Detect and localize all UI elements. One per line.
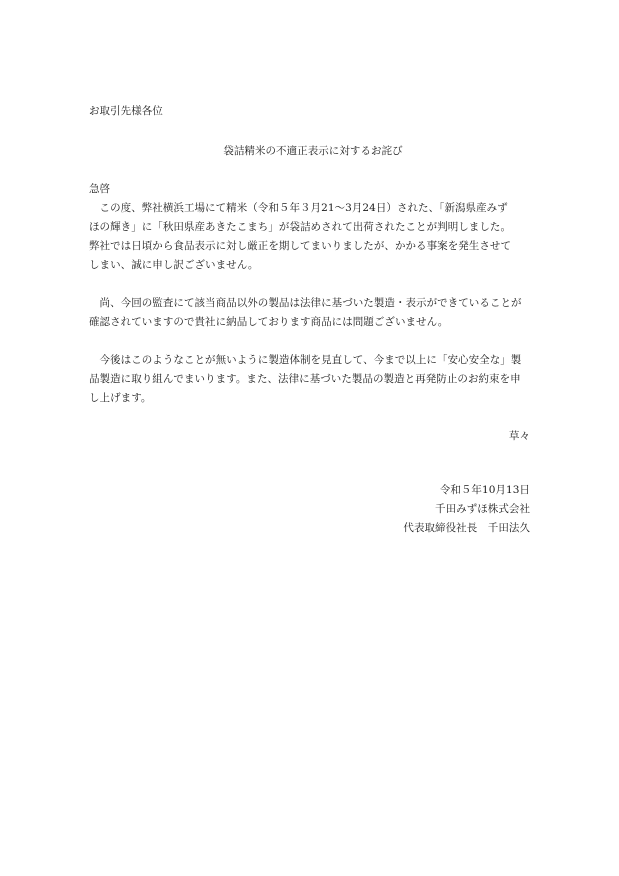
paragraph-line: 確認されていますので貴社に納品しております商品には問題ございません。 xyxy=(89,316,449,328)
paragraph-line: 弊社では日頃から食品表示に対し厳正を期してまいりましたが、かかる事案を発生させて xyxy=(89,240,511,252)
addressee: お取引先様各位 xyxy=(89,105,163,117)
opening-salutation: 急啓 xyxy=(89,183,111,195)
paragraph-line: ほの輝き」に「秋田県産あきたこまち」が袋詰めされて出荷されたことが判明しました。 xyxy=(89,221,511,233)
paragraph-line: 品製造に取り組んでまいります。また、法律に基づいた製品の製造と再発防止のお約束を申 xyxy=(89,373,521,385)
company-name: 千田みずほ株式会社 xyxy=(435,503,530,515)
closing-salutation: 草々 xyxy=(508,430,530,442)
paragraph-line: し上げます。 xyxy=(89,392,152,404)
paragraph-line: しまい、誠に申し訳ございません。 xyxy=(89,259,259,271)
paragraph-line: 尚、今回の監査にて該当商品以外の製品は法律に基づいた製造・表示ができていることが xyxy=(89,297,522,309)
letter-date: 令和５年10月13日 xyxy=(439,484,530,496)
letter-title: 袋詰精米の不適正表示に対するお詫び xyxy=(223,145,403,157)
paragraph-line: この度、弊社横浜工場にて精米（令和５年３月21〜3月24日）された、「新潟県産みず xyxy=(89,202,508,214)
paragraph-line: 今後はこのようなことが無いように製造体制を見直して、今まで以上に「安心安全な」製 xyxy=(89,354,522,366)
signatory: 代表取締役社長 千田法久 xyxy=(403,522,530,534)
